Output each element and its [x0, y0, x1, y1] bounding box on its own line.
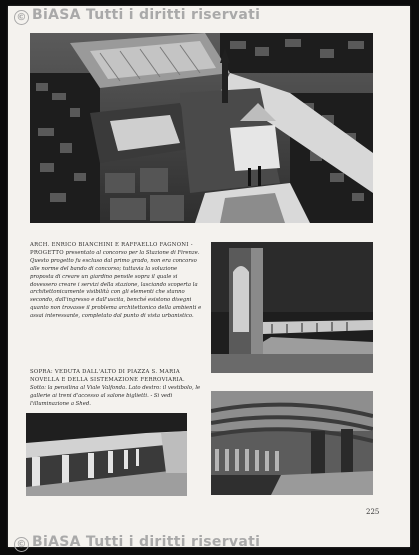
caption-views-body: Sotto: la pensilina al Viale Valfonda. Lato destro: il vestibolo, le gallerie ai treni d'accesso al salone biglietti. - Si vedi l'illuminazione a Shed. — [30, 384, 201, 407]
watermark-bottom-text: BiASA Tutti i diritti riservati — [32, 534, 261, 550]
caption-views — [30, 369, 202, 409]
aerial-model-photo — [30, 33, 373, 223]
watermark-bottom — [14, 534, 260, 552]
copyright-icon: © — [14, 10, 29, 25]
caption-project-body: presentato al concorso per la Stazione di Firenze. Questo progetto fu escluso dal primo grado, non era concorso alle norme del bando di concorso; tuttavia la soluzione proposta di creare un giardino pensile sopra il quale si dovessero creare i servizi della stazione, lasciando scoperta la architettonicamente visibilità con gli elementi che stanno secondo, dall'ingresso e dall'uscita, benché esistono disegni quanto non trovasse il problema architettonico della ambienti e assai interessante, completato dal punto di vista urbanistico. — [30, 249, 202, 320]
gallery-model-photo — [26, 413, 187, 496]
watermark-top — [14, 7, 260, 25]
caption-project — [30, 242, 202, 321]
caption-project-lead: ARCH. ENRICO BIANCHINI E RAFFAELLO FAGNONI - PROGETTO — [30, 242, 193, 256]
page-number: 225 — [366, 508, 380, 516]
watermark-top-text: BiASA Tutti i diritti riservati — [32, 7, 261, 23]
caption-views-lead: SOPRA: VEDUTA DALL'ALTO DI PIAZZA S. MARIA NOVELLA E DELLA SISTEMAZIONE FERROVIARIA. — [30, 369, 186, 383]
colonnade-model-photo — [211, 242, 373, 373]
copyright-icon: © — [14, 537, 29, 552]
canopy-model-photo — [211, 391, 373, 495]
